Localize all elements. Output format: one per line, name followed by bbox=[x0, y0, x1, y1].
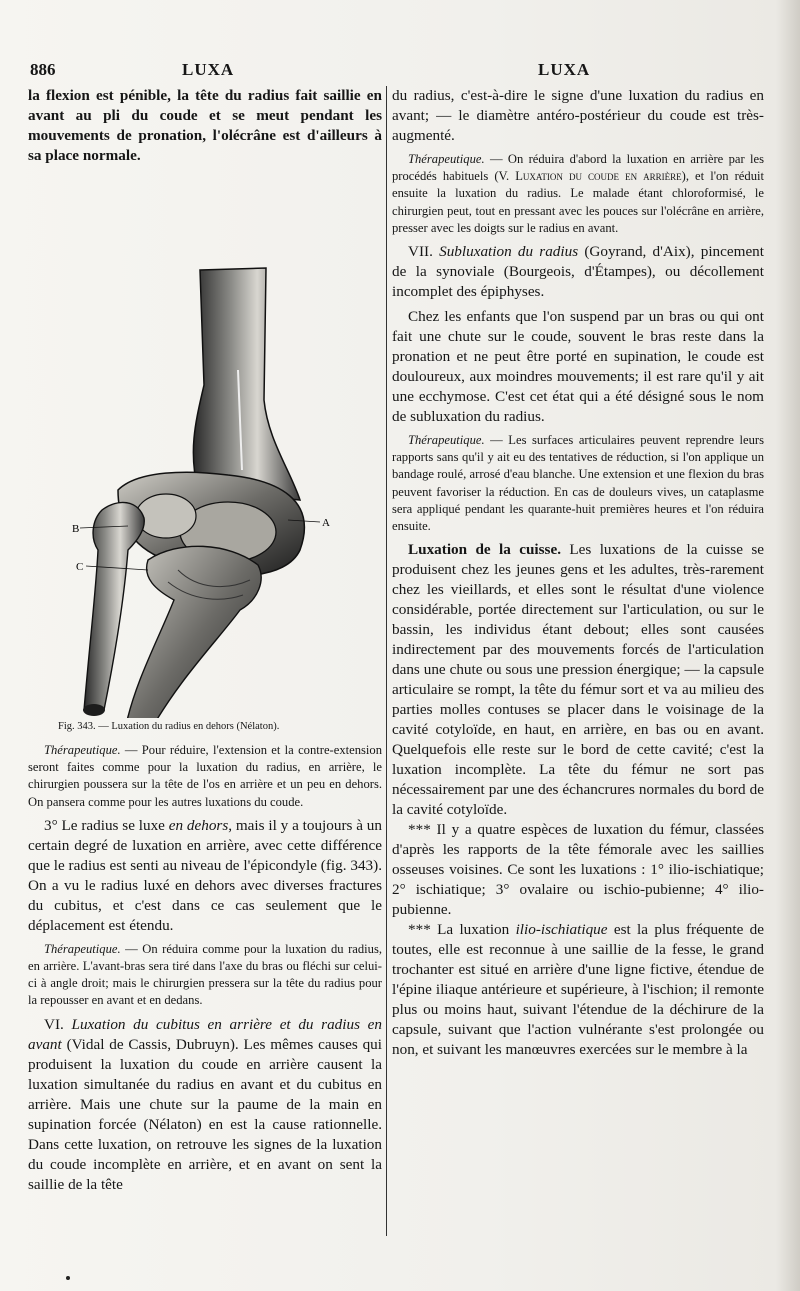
figure-label-b: B bbox=[72, 523, 80, 535]
figure-caption: Fig. 343. — Luxation du radius en dehors (Nélaton). bbox=[58, 721, 280, 732]
therapy-label: Thérapeutique. bbox=[44, 743, 121, 757]
paragraph-text: — On réduira d'abord la luxation en arrière par les procédés habituels (V. bbox=[392, 152, 764, 184]
elbow-bones-drawing bbox=[28, 170, 382, 718]
column-divider bbox=[386, 86, 387, 1236]
paragraph-text: — Les surfaces articulaires peuvent reprendre leurs rapports sans qu'il y ait eu des tentatives de réduction, si l'on applique un bandage roulé, arrosé d'eau blanche. Une extension et une flexion du bras peuvent favoriser la réduction. En cas de douleurs vives, un cataplasme sera appliqué pendant les quarante-huit premières heures et l'on réduira ensuite. bbox=[392, 433, 764, 534]
section-heading: Luxation de la cuisse. bbox=[408, 541, 561, 559]
section-title: Subluxation du radius bbox=[439, 243, 579, 261]
paragraph: la flexion est pénible, la tête du radius fait saillie en avant au pli du coude et se meut pendant les mouvements de pronation, l'olécrâne est d'ailleurs à sa place normale. bbox=[28, 87, 382, 164]
paragraph bbox=[28, 941, 382, 1010]
therapy-label: Thérapeutique. bbox=[44, 941, 121, 956]
cross-reference: Luxation du coude en arrière bbox=[515, 169, 682, 184]
paragraph bbox=[392, 242, 764, 302]
page-header bbox=[30, 60, 770, 86]
paragraph-text: est la plus fréquente de toutes, elle est reconnue à une saillie de la fesse, le grand trochanter est situé en arrière d'une ligne fictive, étendue de l'épine iliaque antérieure et supérieure, à l'ischion; il remonte plus ou moins haut, suivant l'étendue de la déchirure de la capsule, suivant que l'action vulnérante s'est prolongée ou non, et suivant les manœuvres exercées sur le membre à la bbox=[392, 921, 764, 1059]
emphasis: ilio-ischiatique bbox=[515, 921, 608, 939]
figure-label-a: A bbox=[322, 517, 330, 529]
print-mark bbox=[66, 1276, 70, 1280]
therapy-label: Thérapeutique. bbox=[408, 433, 485, 448]
paragraph: Chez les enfants que l'on suspend par un bras ou qui ont fait une chute sur le coude, souvent le bras reste dans la pronation et ne peut être porté en supination, le coude est douloureux, aux moindres mouvements; il est rare qu'il y ait une ecchymose. C'est cet état qui a été désigné sous le nom de subluxation du radius. bbox=[392, 308, 764, 426]
paragraph-text: (Goyrand, d'Aix), pincement de la synoviale (Bourgeois, d'Étampes), ou décollement incomplet des épiphyses. bbox=[392, 243, 764, 301]
paragraph: du radius, c'est-à-dire le signe d'une luxation du radius en avant; — le diamètre antéro-postérieur du coude est très-augmenté. bbox=[392, 87, 764, 144]
figure-elbow-illustration bbox=[28, 170, 382, 718]
section-title: Luxation du cubitus en arrière et du radius en avant bbox=[28, 1015, 382, 1053]
paragraph bbox=[392, 540, 764, 820]
paragraph bbox=[28, 742, 382, 811]
right-column bbox=[392, 86, 764, 1060]
therapy-label: Thérapeutique. bbox=[408, 152, 485, 166]
paragraph-text: — Pour réduire, l'extension et la contre-extension seront faites comme pour la luxation du radius, en arrière, le chirurgien poussera sur la tête de l'os en arrière et un peu en dehors. On pansera comme pour les autres luxations du coude. bbox=[28, 743, 382, 809]
paragraph-text: , mais il y a toujours à un certain degré de luxation en arrière, avec cette différence que le radius est senti au niveau de l'épicondyle (fig. 343). On a vu le radius luxé en dehors avec diverses fractures du cubitus, et c'est dans ce cas seulement que le déplacement est étendu. bbox=[28, 816, 382, 934]
running-title-left: LUXA bbox=[182, 60, 235, 79]
section-number: VI. bbox=[44, 1015, 72, 1033]
paragraph-text: *** La luxation bbox=[408, 921, 516, 939]
section-number: VII. bbox=[408, 243, 440, 261]
paragraph bbox=[392, 432, 764, 535]
paragraph bbox=[28, 816, 382, 936]
emphasis: en dehors bbox=[168, 816, 229, 834]
paragraph bbox=[392, 151, 764, 237]
running-title-right: LUXA bbox=[538, 60, 591, 79]
figure-label-c: C bbox=[76, 561, 84, 573]
paragraph bbox=[28, 1015, 382, 1195]
paragraph-text: Les luxations de la cuisse se produisent chez les jeunes gens et les adultes, très-rarement chez les vieillards, et elles sont le résultat d'une violence considérable, portée directement sur l'articulation, ou sur le bassin, les individus étant debout; elles sont causées indirectement par des mouvements forcés de l'articulation dans une chute ou sous une pression énergique; — la capsule articulaire se rompt, la tête du fémur sort et va au milieu des parties molles contuses se placer dans le voisinage de la cavité cotyloïde, en haut, en arrière, en bas ou en avant. Quelquefois elle reste sur le bord de cette cavité; c'est la luxation incomplète. La tête du fémur ne sort pas nécessairement par une des échancrures normales du bord de la cavité cotyloïde. bbox=[392, 541, 764, 819]
page-number: 886 bbox=[30, 60, 56, 79]
paragraph-text: 3° Le radius se luxe bbox=[44, 816, 169, 834]
paragraph-text: (Vidal de Cassis, Dubruyn). Les mêmes causes qui produisent la luxation du coude en arrière causent la luxation simultanée du radius en avant et du cubitus en arrière. Mais une chute sur la paume de la main en supination forcée (Nélaton) en est la cause rationnelle. Dans cette luxation, on retrouve les signes de la luxation du coude incomplète en arrière, et en avant on sent la saillie de la tête bbox=[28, 1035, 382, 1193]
left-column bbox=[28, 86, 382, 1195]
paragraph-text: — On réduira comme pour la luxation du radius, en arrière. L'avant-bras sera tiré dans l'axe du bras ou fléchi sur celui-ci à angle droit; mais le chirurgien pressera sur la tête du radius pour la repousser en avant et en dedans. bbox=[28, 941, 382, 1008]
paragraph: *** Il y a quatre espèces de luxation du fémur, classées d'après les rapports de la tête fémorale avec les saillies osseuses voisines. Ce sont les luxations : 1° ilio-ischiatique; 2° ischiatique; 3° ovalaire ou ischio-pubienne; 4° ilio-pubienne. bbox=[392, 821, 764, 919]
paragraph bbox=[392, 920, 764, 1060]
paragraph-text: ), et l'on réduit ensuite la luxation du radius. Le malade étant chloroformisé, le chirurgien peut, tout en pressant avec les pouces sur l'olécrâne en arrière, presser avec les doigts sur le radius en avant. bbox=[392, 169, 764, 235]
